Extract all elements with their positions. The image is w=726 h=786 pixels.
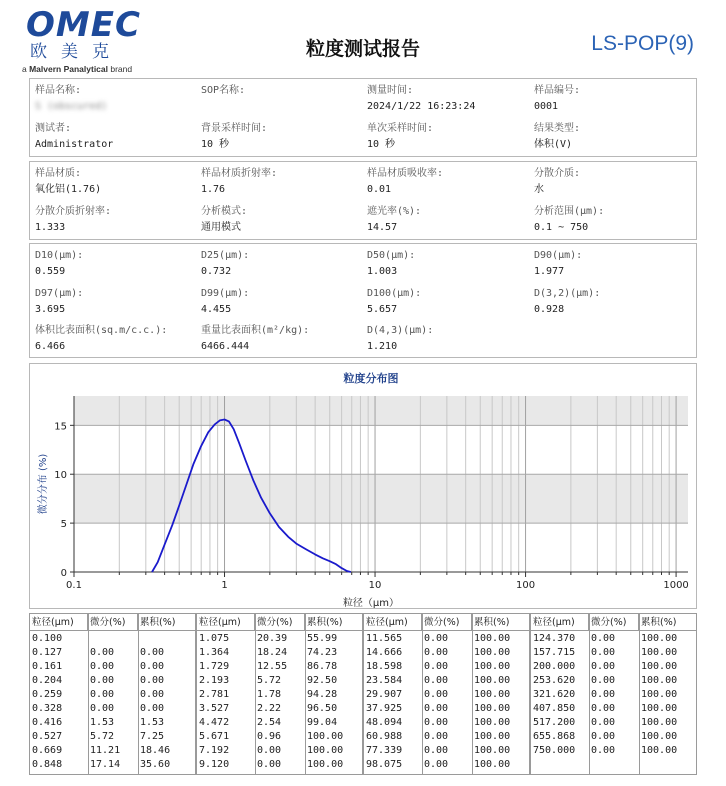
chart-band-top	[74, 396, 688, 425]
table-column-divider	[472, 614, 473, 774]
table-cell: 321.620	[533, 689, 576, 700]
table-header-cell: 累积(%)	[474, 617, 510, 628]
table-cell: 1.729	[199, 661, 230, 672]
table-cell: 100.00	[307, 745, 344, 756]
chart-y-tick-label: 15	[54, 421, 67, 433]
table-cell: 0.161	[32, 661, 63, 672]
data-table-block	[196, 613, 363, 775]
table-row	[197, 716, 362, 730]
table-cell: 5.671	[199, 731, 230, 742]
table-cell: 0.527	[32, 731, 63, 742]
table-row	[30, 744, 195, 758]
chart-x-tick-label: 10	[368, 580, 382, 591]
table-cell: 0.00	[424, 675, 449, 686]
d99-field: D99(μm): 4.455	[201, 288, 250, 315]
table-column-divider	[255, 614, 256, 774]
table-column-divider	[305, 614, 306, 774]
table-header	[197, 614, 362, 631]
table-row	[197, 758, 362, 772]
table-cell: 2.54	[257, 717, 282, 728]
table-cell: 100.00	[474, 675, 511, 686]
table-row	[364, 744, 529, 758]
table-cell: 100.00	[641, 661, 678, 672]
results-panel	[29, 243, 697, 358]
table-row	[531, 716, 696, 730]
d50-field: D50(μm): 1.003	[367, 250, 416, 277]
chart-band-middle	[74, 474, 688, 523]
sample-material-field: 样品材质: 氧化铝(1.76)	[35, 168, 102, 195]
table-header-cell: 微分(%)	[589, 614, 639, 631]
table-cell: 94.28	[307, 689, 338, 700]
table-cell: 14.666	[366, 647, 403, 658]
table-cell: 0.00	[591, 731, 616, 742]
table-cell: 92.50	[307, 675, 338, 686]
chart-x-label: 粒径（μm）	[342, 598, 400, 609]
chart-x-tick-label: 1000	[663, 580, 689, 591]
table-cell: 4.472	[199, 717, 230, 728]
table-row	[197, 688, 362, 702]
table-cell: 1.78	[257, 689, 282, 700]
chart-x-tick-label: 0.1	[66, 580, 82, 591]
table-cell: 100.00	[641, 647, 678, 658]
table-cell: 0.00	[90, 647, 115, 658]
table-cell: 98.075	[366, 759, 403, 770]
table-cell: 0.00	[424, 703, 449, 714]
table-cell: 253.620	[533, 675, 576, 686]
table-row	[30, 716, 195, 730]
chart-x-tick-label: 1	[221, 580, 228, 591]
table-cell: 100.00	[641, 717, 678, 728]
table-row	[531, 702, 696, 716]
data-table-block	[363, 613, 530, 775]
table-row	[531, 646, 696, 660]
table-row	[364, 632, 529, 646]
distribution-chart	[30, 364, 698, 610]
table-cell: 100.00	[474, 703, 511, 714]
table-cell: 517.200	[533, 717, 576, 728]
analysis-range-field: 分析范围(μm): 0.1 ~ 750	[534, 206, 605, 233]
table-cell: 0.00	[424, 633, 449, 644]
table-cell: 0.669	[32, 745, 63, 756]
table-cell: 0.00	[591, 703, 616, 714]
table-row	[364, 758, 529, 772]
table-header	[364, 614, 529, 631]
table-cell: 0.259	[32, 689, 63, 700]
table-row	[30, 688, 195, 702]
table-cell: 1.075	[199, 633, 230, 644]
table-cell: 750.000	[533, 745, 576, 756]
table-row	[197, 674, 362, 688]
material-refractive-index-field: 样品材质折射率: 1.76	[201, 168, 278, 195]
table-cell: 5.72	[90, 731, 115, 742]
sample-name-value: S (obscured)	[35, 101, 108, 112]
table-cell: 12.55	[257, 661, 288, 672]
table-row	[197, 730, 362, 744]
distribution-chart-panel	[29, 363, 697, 609]
table-header-cell: 微分(%)	[88, 614, 138, 631]
d97-field: D97(μm): 3.695	[35, 288, 84, 315]
obscuration-field: 遮光率(%): 14.57	[367, 206, 422, 233]
document-code: LS-POP(9)	[591, 32, 694, 55]
table-cell: 0.00	[140, 703, 165, 714]
table-cell: 0.00	[424, 745, 449, 756]
dispersant-field: 分散介质: 水	[534, 168, 581, 195]
table-cell: 100.00	[641, 633, 678, 644]
table-cell: 77.339	[366, 745, 403, 756]
table-cell: 3.527	[199, 703, 230, 714]
table-cell: 1.53	[90, 717, 115, 728]
table-row	[531, 660, 696, 674]
table-cell: 100.00	[307, 731, 344, 742]
table-cell: 100.00	[474, 661, 511, 672]
background-time-field: 背景采样时间: 10 秒	[201, 123, 268, 150]
sample-info-panel	[29, 78, 697, 157]
table-cell: 74.23	[307, 647, 338, 658]
d43-field: D(4,3)(μm): 1.210	[367, 325, 434, 352]
chart-y-tick-label: 5	[60, 519, 67, 531]
table-cell: 0.204	[32, 675, 63, 686]
table-cell: 0.00	[591, 661, 616, 672]
table-cell: 0.127	[32, 647, 63, 658]
table-row	[364, 660, 529, 674]
table-cell: 0.00	[140, 689, 165, 700]
table-cell: 60.988	[366, 731, 403, 742]
table-cell: 100.00	[641, 675, 678, 686]
table-cell: 11.21	[90, 745, 121, 756]
size-distribution-tables	[29, 613, 697, 775]
table-cell: 407.850	[533, 703, 576, 714]
table-cell: 157.715	[533, 647, 576, 658]
mass-specific-surface-field: 重量比表面积(m²/kg): 6466.444	[201, 325, 310, 352]
table-cell: 0.00	[591, 717, 616, 728]
table-column-divider	[639, 614, 640, 774]
table-row	[30, 674, 195, 688]
table-row	[364, 646, 529, 660]
table-column-divider	[589, 614, 590, 774]
table-cell: 0.00	[424, 661, 449, 672]
table-row	[30, 758, 195, 772]
table-cell: 86.78	[307, 661, 338, 672]
table-row	[30, 730, 195, 744]
table-header-cell: 累积(%)	[641, 617, 677, 628]
table-cell: 0.00	[424, 759, 449, 770]
table-row	[531, 730, 696, 744]
table-cell: 0.00	[257, 745, 282, 756]
table-row	[364, 674, 529, 688]
table-row	[30, 702, 195, 716]
table-cell: 0.00	[424, 689, 449, 700]
table-cell: 18.598	[366, 661, 403, 672]
table-row	[364, 688, 529, 702]
table-header-cell: 粒径(μm)	[364, 614, 422, 631]
table-row	[531, 744, 696, 758]
table-column-divider	[88, 614, 89, 774]
table-cell: 124.370	[533, 633, 576, 644]
d100-field: D100(μm): 5.657	[367, 288, 422, 315]
table-cell: 1.364	[199, 647, 230, 658]
d32-field: D(3,2)(μm): 0.928	[534, 288, 601, 315]
table-cell: 100.00	[474, 717, 511, 728]
table-column-divider	[138, 614, 139, 774]
table-cell: 0.00	[90, 675, 115, 686]
table-cell: 0.00	[591, 689, 616, 700]
chart-x-tick-label: 100	[516, 580, 536, 591]
table-cell: 0.00	[140, 647, 165, 658]
table-cell: 100.00	[474, 731, 511, 742]
table-column-divider	[422, 614, 423, 774]
table-header-cell: 微分(%)	[422, 614, 472, 631]
d25-field: D25(μm): 0.732	[201, 250, 250, 277]
table-cell: 29.907	[366, 689, 403, 700]
table-cell: 0.00	[257, 759, 282, 770]
sop-name-field: SOP名称:	[201, 85, 246, 96]
table-cell: 0.00	[591, 647, 616, 658]
table-cell: 655.868	[533, 731, 576, 742]
measure-time-field: 测量时间: 2024/1/22 16:23:24	[367, 85, 476, 112]
analysis-mode-field: 分析模式: 通用模式	[201, 206, 248, 233]
table-cell: 100.00	[474, 647, 511, 658]
table-row	[197, 660, 362, 674]
table-cell: 37.925	[366, 703, 403, 714]
table-cell: 100.00	[474, 745, 511, 756]
table-header-cell: 累积(%)	[307, 617, 343, 628]
table-header-cell: 粒径(μm)	[197, 614, 255, 631]
table-row	[30, 660, 195, 674]
table-cell: 100.00	[641, 731, 678, 742]
table-row	[197, 702, 362, 716]
result-type-field: 结果类型: 体积(V)	[534, 123, 581, 150]
table-cell: 200.000	[533, 661, 576, 672]
table-cell: 17.14	[90, 759, 121, 770]
table-cell: 0.00	[424, 647, 449, 658]
table-row	[531, 674, 696, 688]
table-cell: 11.565	[366, 633, 403, 644]
table-cell: 0.00	[591, 633, 616, 644]
table-cell: 18.46	[140, 745, 171, 756]
table-cell: 0.416	[32, 717, 63, 728]
table-cell: 100.00	[641, 745, 678, 756]
sample-number-field: 样品编号: 0001	[534, 85, 581, 112]
single-sampling-time-field: 单次采样时间: 10 秒	[367, 123, 434, 150]
table-row	[197, 744, 362, 758]
table-cell: 7.192	[199, 745, 230, 756]
table-cell: 23.584	[366, 675, 403, 686]
table-row	[531, 688, 696, 702]
table-cell: 0.00	[591, 675, 616, 686]
table-row	[364, 716, 529, 730]
table-cell: 9.120	[199, 759, 230, 770]
table-cell: 0.96	[257, 731, 282, 742]
table-cell: 18.24	[257, 647, 288, 658]
table-cell: 2.193	[199, 675, 230, 686]
chart-y-label: 微分分布 (%)	[38, 453, 49, 515]
table-row	[364, 702, 529, 716]
table-cell: 2.22	[257, 703, 282, 714]
dispersant-refractive-index-field: 分散介质折射率: 1.333	[35, 206, 112, 233]
logo-tagline: a Malvern Panalytical brand	[22, 64, 133, 74]
table-cell: 0.328	[32, 703, 63, 714]
table-cell: 1.53	[140, 717, 165, 728]
d10-field: D10(μm): 0.559	[35, 250, 84, 277]
chart-title: 粒度分布图	[343, 372, 399, 385]
table-row	[30, 632, 195, 646]
table-cell: 100.00	[641, 703, 678, 714]
table-header-cell: 累积(%)	[140, 617, 176, 628]
d90-field: D90(μm): 1.977	[534, 250, 583, 277]
table-cell: 7.25	[140, 731, 165, 742]
table-cell: 20.39	[257, 633, 288, 644]
logo-chinese-name: 欧美克	[30, 42, 123, 62]
table-header-cell: 微分(%)	[255, 614, 305, 631]
table-cell: 0.848	[32, 759, 63, 770]
volume-specific-surface-field: 体积比表面积(sq.m/c.c.): 6.466	[35, 325, 168, 352]
data-table-block	[530, 613, 697, 775]
table-cell: 2.781	[199, 689, 230, 700]
logo-wordmark: OMEC	[26, 5, 141, 45]
table-row	[30, 646, 195, 660]
table-cell: 0.00	[90, 661, 115, 672]
tester-field: 测试者: Administrator	[35, 123, 114, 150]
report-title: 粒度测试报告	[305, 38, 420, 60]
table-row	[197, 632, 362, 646]
table-cell: 0.100	[32, 633, 63, 644]
chart-y-tick-label: 0	[60, 568, 67, 579]
table-cell: 0.00	[90, 703, 115, 714]
table-cell: 100.00	[641, 689, 678, 700]
material-panel	[29, 161, 697, 240]
table-cell: 0.00	[90, 689, 115, 700]
table-cell: 0.00	[591, 745, 616, 756]
table-cell: 99.04	[307, 717, 338, 728]
table-cell: 55.99	[307, 633, 338, 644]
sample-name-field: 样品名称: S (obscured)	[35, 85, 108, 112]
table-cell: 100.00	[474, 759, 511, 770]
table-cell: 0.00	[424, 717, 449, 728]
table-cell: 48.094	[366, 717, 403, 728]
table-cell: 96.50	[307, 703, 338, 714]
table-cell: 0.00	[140, 661, 165, 672]
table-cell: 100.00	[474, 633, 511, 644]
table-header-cell: 粒径(μm)	[30, 614, 88, 631]
data-table-block	[29, 613, 196, 775]
material-absorption-field: 样品材质吸收率: 0.01	[367, 168, 444, 195]
table-cell: 0.00	[140, 675, 165, 686]
table-header	[30, 614, 195, 631]
table-cell: 0.00	[424, 731, 449, 742]
table-row	[531, 632, 696, 646]
table-cell: 100.00	[307, 759, 344, 770]
chart-y-tick-label: 10	[54, 470, 67, 482]
table-cell: 5.72	[257, 675, 282, 686]
table-cell: 35.60	[140, 759, 171, 770]
table-header	[531, 614, 696, 631]
table-header-cell: 粒径(μm)	[531, 614, 589, 631]
table-cell: 100.00	[474, 689, 511, 700]
table-row	[197, 646, 362, 660]
table-row	[364, 730, 529, 744]
